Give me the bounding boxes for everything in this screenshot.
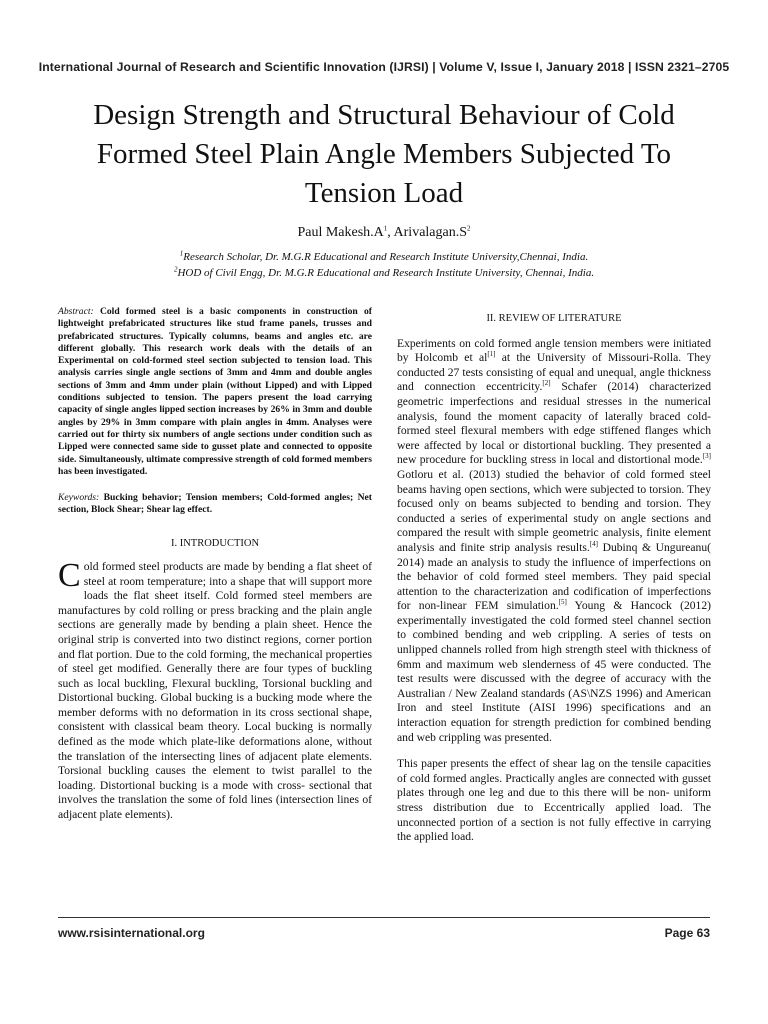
- ref-2: [2]: [542, 379, 551, 388]
- review-text-c: Schafer (2014) characterized geometric imperfections and residual stresses in the numerical analysis, found the moment capacity of laterally braced cold-formed steel flexural members with edge stiffened flanges which were affected by local or distortional buckling. They presented a new procedure for buckling stress in local and distortional mode.: [397, 380, 711, 467]
- affiliation-1-text: Research Scholar, Dr. M.G.R Educational and Research Institute University,Chennai, India.: [183, 251, 589, 263]
- right-column: [397, 312, 711, 845]
- paper-title: [40, 96, 728, 213]
- intro-paragraph: [58, 556, 372, 823]
- ref-1: [1]: [487, 350, 496, 359]
- left-column: [58, 306, 372, 823]
- abstract-label: Abstract:: [58, 306, 94, 317]
- author-separator: ,: [387, 225, 394, 240]
- review-heading: II. REVIEW OF LITERATURE: [486, 313, 622, 324]
- keywords-label: Keywords:: [58, 492, 100, 504]
- title-line-2: Formed Steel Plain Angle Members Subjected To: [96, 138, 672, 170]
- author-1-sup: 1: [383, 224, 388, 233]
- affiliation-2-text: HOD of Civil Engg, Dr. M.G.R Educational and Research Institute University, Chennai, India.: [177, 267, 595, 279]
- affiliation-2: [0, 267, 768, 279]
- review-paragraph-2: This paper presents the effect of shear lag on the tensile capacities of cold formed angles. Practically angles are connected with gusset plates through one leg and due to this there will be non- uniform stress distribution due to Eccentrically applied load. The unconnected portion of a section is not fully effective in carrying the applied load.: [397, 757, 711, 844]
- journal-header: International Journal of Research and Scientific Innovation (IJRSI) | Volume V, Issue I, January 2018 | ISSN 2321–2705: [38, 60, 730, 74]
- author-list: [0, 225, 768, 241]
- title-line-3: Tension Load: [304, 177, 464, 209]
- author-2: Arivalagan.S: [393, 225, 468, 240]
- intro-dropcap: C: [58, 556, 81, 594]
- affiliation-2-sup: 2: [173, 265, 178, 274]
- author-1: Paul Makesh.A: [297, 225, 384, 240]
- ref-5: [5]: [558, 598, 567, 607]
- abstract-text: Cold formed steel is a basic components in construction of lightweight prefabricated structures like stud frame panels, trusses and prefabricated structures. Typically columns, beams and angles etc. are different globally. This research work deals with the details of an Experimental on cold-formed steel section subjected to tension load. This analysis carries single angle sections of 3mm and 4mm and double angles sections of 3mm and 4mm under plain (without Lipped) and with Lipped conditions subjected to tension. The papers present the load carrying capacity of single angles lipped section increases by 26% in 3mm and double angles by 29% in 3mm compare with plain angles in 4mm. Analyses were carried out for thirty six numbers of angle sections under condition such as Lipped were connected same side to gusset plate and connected to opposite side. Simultaneously, ultimate compressive strength of cold formed members has been investigated.: [58, 306, 372, 477]
- footer-page-number: Page 63: [664, 926, 710, 940]
- abstract: [58, 306, 372, 478]
- keywords-text: Bucking behavior; Tension members; Cold-formed angles; Net section, Block Shear; Shear lag effect.: [58, 492, 372, 516]
- ref-3: [3]: [702, 452, 711, 461]
- intro-heading: I. INTRODUCTION: [170, 537, 260, 549]
- affiliation-1: [0, 251, 768, 263]
- intro-text: old formed steel products are made by bending a flat sheet of steel at room temperature; into a shape that will support more loads the flat sheet itself. Cold formed steel members are manufactures by cold rolling or press bracking and the plain angle sections are generally made by bending a plain sheet. Hence the original strip is converted into two distinct regions, corner portion and flat portion. Due to the cold forming, the mechanical properties of steel get modified. Generally there are four types of buckling such as local buckling, Flexural buckling, Torsional buckling and Distortional bucking. Global bucking is a bucking mode where the member deforms with no deformation in its cross sectional shape, consistent with classical beam theory. Local bucking is normally defined as the mode which plate-like deformations alone, without the translation of the intersecting lines of adjacent plate elements. Torsional buckling causes the element to twist parallel to the loading. Distortional bucking is a mode with cross- sectional that involves the translation the some of fold lines (intersection lines of adjacent plate elements).: [58, 559, 372, 822]
- affiliation-1-sup: 1: [179, 249, 184, 258]
- author-2-sup: 2: [467, 224, 471, 233]
- review-text-d: Gotloru et al. (2013) studied the behavior of cold formed steel beams having open sections, which were subjected to torsion. They focused only on beams subjected to bending and torsion. They conducted a series of experimental study on angle sections and compared the result with simple geometric analysis, finite element analysis and finite strip analysis results.: [397, 467, 711, 554]
- footer-divider: [58, 917, 710, 918]
- footer-website: www.rsisinternational.org: [58, 926, 205, 940]
- review-text-e: Dubinq & Ungureanu( 2014) made an analysis to study the influence of imperfections on the behavior of cold formed steel members. They paid special attention to the characterization and codification of imperfections for non-linear FEM simulation.: [397, 540, 711, 613]
- review-text-f: Young & Hancock (2012) experimentally investigated the cold formed steel channel section to combined bending and web crippling. A series of tests on unlipped channels rolled from high strength steel with thickness of 6mm and maximum web slenderness of 45 were conducted. The test results were discussed with the degree of accuracy with the Australian / New Zealand standards (AS\NZS 1996) and American Iron and steel Institute (AISI 1996) specifications and an interaction equation for strength prediction for combined bending and web crippling was presented.: [397, 599, 711, 744]
- keywords: [58, 492, 372, 517]
- review-text-b: at the University of Missouri-Rolla. They conducted 27 tests consisting of equal and unequal, angle thickness and connection eccentricity.: [397, 351, 711, 394]
- ref-4: [4]: [589, 540, 598, 549]
- review-paragraph-1: [397, 337, 711, 746]
- review-text-a: Experiments on cold formed angle tension members were initiated by Holcomb et al: [397, 336, 711, 365]
- title-line-1: Design Strength and Structural Behaviour of Cold: [93, 99, 675, 131]
